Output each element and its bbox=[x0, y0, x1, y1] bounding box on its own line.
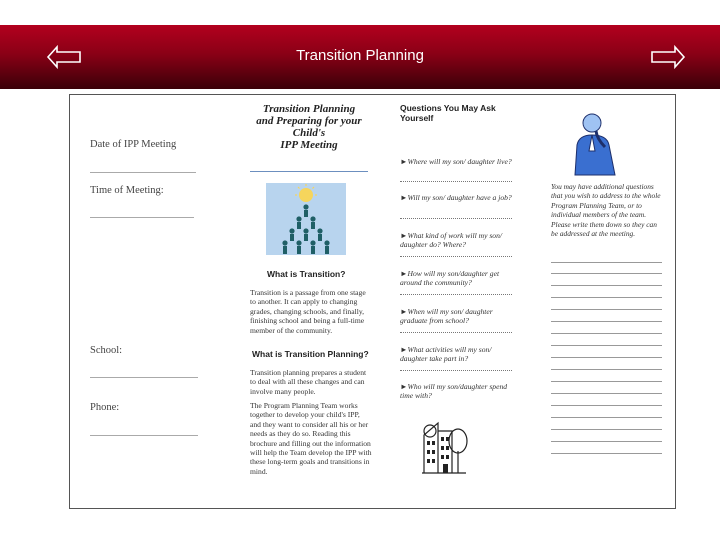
page-title: Transition Planning bbox=[296, 47, 424, 64]
question-divider bbox=[400, 218, 512, 219]
date-line bbox=[90, 172, 196, 173]
thinking-man-icon bbox=[565, 111, 627, 177]
question-divider bbox=[400, 294, 512, 295]
note-line bbox=[551, 273, 662, 274]
time-of-meeting-label: Time of Meeting: bbox=[90, 185, 164, 196]
school-label: School: bbox=[90, 345, 123, 356]
questions-heading: Questions You May Ask Yourself bbox=[400, 103, 496, 123]
notes-instructions: You may have additional questions that you wish to address to the whole Program Planning Team, or to individual members of the team. Please write them down so they can be addressed at the meeting. bbox=[551, 182, 661, 239]
note-line bbox=[551, 393, 662, 394]
note-line bbox=[551, 453, 662, 454]
arrow-right-icon bbox=[650, 43, 686, 71]
question-divider bbox=[400, 181, 512, 182]
question-divider bbox=[400, 332, 512, 333]
school-line bbox=[90, 377, 198, 378]
note-line bbox=[551, 429, 662, 430]
note-line bbox=[551, 417, 662, 418]
question-item: ►Will my son/ daughter have a job? bbox=[400, 193, 512, 202]
note-line bbox=[551, 333, 662, 334]
people-pyramid-icon bbox=[266, 183, 346, 255]
time-line bbox=[90, 217, 194, 218]
phone-line bbox=[90, 435, 198, 436]
brochure-image bbox=[69, 94, 676, 509]
note-line bbox=[551, 381, 662, 382]
question-item: ►Where will my son/ daughter live? bbox=[400, 157, 512, 166]
team-text: The Program Planning Team works together to develop your child's IPP, and they want to consider all his or her needs as they do so. Reading this brochure and filling out the information will help the Team develop the IPP with these long-term goals and transitions in mind. bbox=[250, 401, 372, 476]
slide-header bbox=[0, 25, 720, 89]
what-is-transition-text: Transition is a passage from one stage to another. It can apply to changing grades, changing schools, and finally, finishing school and being a full-time member of the community. bbox=[250, 288, 366, 335]
date-of-meeting-label: Date of IPP Meeting bbox=[90, 139, 177, 150]
note-line bbox=[551, 285, 662, 286]
phone-label: Phone: bbox=[90, 402, 120, 413]
question-item: ►When will my son/ daughter graduate from school? bbox=[400, 307, 493, 326]
question-item: ►What activities will my son/ daughter take part in? bbox=[400, 345, 492, 364]
what-is-planning-text: Transition planning prepares a student to deal with all these changes and can involve many people. bbox=[250, 368, 367, 396]
title-divider bbox=[250, 171, 368, 172]
note-line bbox=[551, 405, 662, 406]
question-item: ►What kind of work will my son/ daughter do? Where? bbox=[400, 231, 503, 250]
question-divider bbox=[400, 370, 512, 371]
what-is-transition-heading: What is Transition? bbox=[267, 269, 346, 279]
note-line bbox=[551, 345, 662, 346]
what-is-planning-heading: What is Transition Planning? bbox=[252, 349, 369, 359]
school-building-icon bbox=[418, 413, 470, 475]
note-line bbox=[551, 297, 662, 298]
question-divider bbox=[400, 256, 512, 257]
note-line bbox=[551, 357, 662, 358]
note-line bbox=[551, 309, 662, 310]
brochure-title: Transition Planning and Preparing for your Child's IPP Meeting bbox=[256, 103, 362, 151]
note-line bbox=[551, 369, 662, 370]
next-arrow-button[interactable] bbox=[650, 43, 686, 71]
question-item: ►Who will my son/daughter spend time with? bbox=[400, 382, 508, 401]
question-item: ►How will my son/daughter get around the community? bbox=[400, 269, 500, 288]
note-line bbox=[551, 321, 662, 322]
note-line bbox=[551, 262, 662, 263]
note-line bbox=[551, 441, 662, 442]
